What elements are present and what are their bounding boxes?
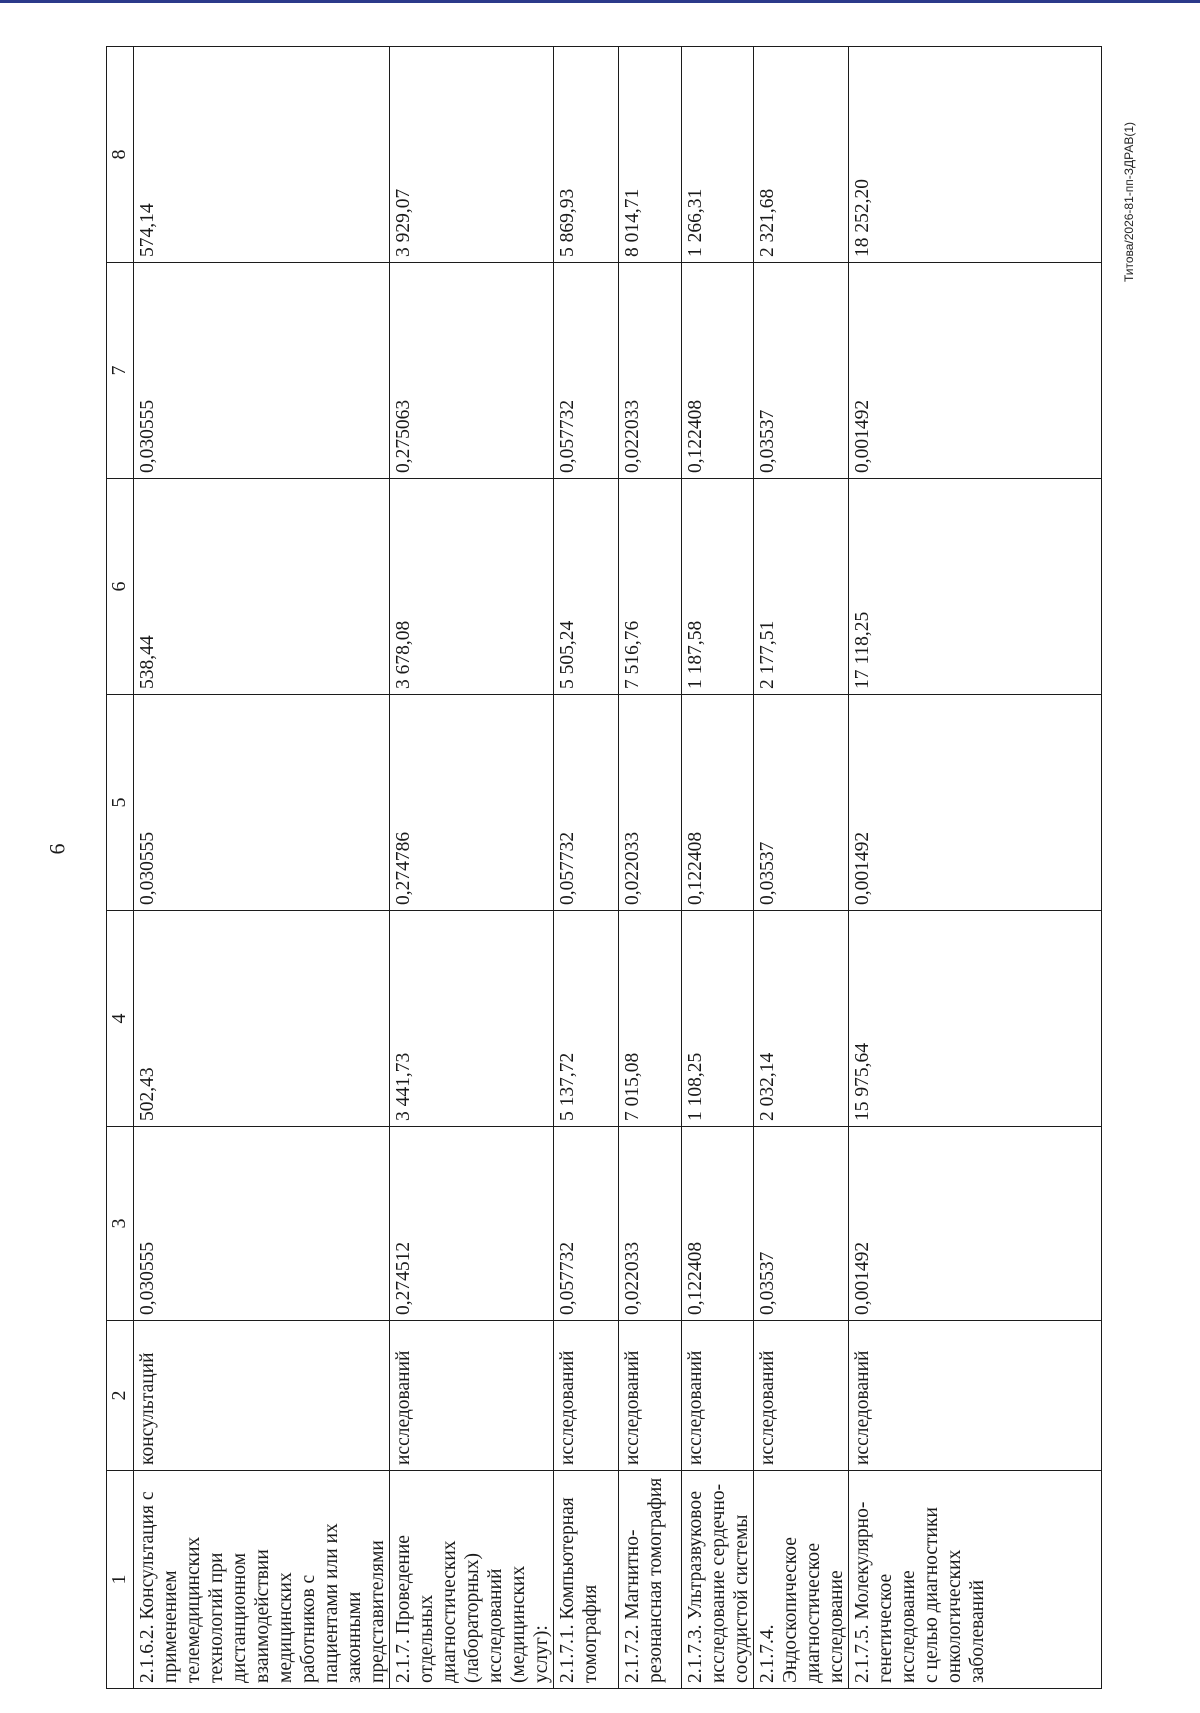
indicator-name-line: услуг):: [531, 1625, 552, 1683]
header-cell: 6: [107, 479, 134, 695]
indicator-name-line: 2.1.7.4. Эндоскопическое: [757, 1537, 801, 1683]
value-cell-c7: 0,022033: [619, 263, 682, 479]
indicator-name-line: 2.1.7.3. Ультразвуковое: [685, 1491, 706, 1683]
value-cell-c7: 0,122408: [682, 263, 754, 479]
page-number: 6: [44, 843, 70, 855]
value-cell-c4: 502,43: [134, 911, 390, 1127]
value-cell-c8: 8 014,71: [619, 47, 682, 263]
table-row: [554, 47, 619, 1689]
rotated-table-frame: [106, 47, 1016, 1689]
indicator-name-line: генетическое исследование: [875, 1570, 919, 1683]
indicator-name-cell: [134, 1471, 390, 1689]
value-cell-c5: 0,030555: [134, 695, 390, 911]
value-cell-c3: 0,03537: [754, 1127, 849, 1321]
value-cell-c5: 0,022033: [619, 695, 682, 911]
indicator-name-line: (лабораторных): [462, 1553, 483, 1683]
indicator-name-line: исследований (медицинских: [485, 1565, 529, 1683]
indicator-name-line: дистанционном: [229, 1552, 250, 1683]
header-cell: 7: [107, 263, 134, 479]
value-cell-c3: 0,122408: [682, 1127, 754, 1321]
indicator-name-line: с целью диагностики: [921, 1507, 942, 1683]
value-cell-c5: 0,122408: [682, 695, 754, 911]
value-cell-c4: 1 108,25: [682, 911, 754, 1127]
value-cell-c6: 2 177,51: [754, 479, 849, 695]
value-cell-c6: 5 505,24: [554, 479, 619, 695]
unit-cell: исследований: [849, 1321, 1102, 1471]
indicator-name-line: заболеваний: [967, 1579, 988, 1683]
indicator-name-line: телемедицинских: [183, 1536, 204, 1683]
value-cell-c7: 0,057732: [554, 263, 619, 479]
value-cell-c5: 0,03537: [754, 695, 849, 911]
value-cell-c4: 15 975,64: [849, 911, 1102, 1127]
table-row: [619, 47, 682, 1689]
table-row: [754, 47, 849, 1689]
indicator-name-cell: [849, 1471, 1102, 1689]
indicator-name-line: технологий при: [206, 1552, 227, 1683]
value-cell-c3: 0,057732: [554, 1127, 619, 1321]
header-cell: 2: [107, 1321, 134, 1471]
indicator-name-line: сосудистой системы: [731, 1514, 752, 1683]
indicator-name-line: пациентами или их: [321, 1523, 342, 1683]
header-cell: 5: [107, 695, 134, 911]
unit-cell: консультаций: [134, 1321, 390, 1471]
unit-cell: исследований: [682, 1321, 754, 1471]
indicator-name-line: законными представителями: [344, 1540, 388, 1683]
table-row: [134, 47, 390, 1689]
value-cell-c3: 0,022033: [619, 1127, 682, 1321]
document-reference: Титова/2026-81-пп-ЗДРАВ(1): [1122, 121, 1136, 283]
value-cell-c6: 3 678,08: [390, 479, 554, 695]
value-cell-c7: 0,030555: [134, 263, 390, 479]
value-cell-c4: 5 137,72: [554, 911, 619, 1127]
table-row: [682, 47, 754, 1689]
indicator-name-line: исследование сердечно-: [708, 1483, 729, 1683]
value-cell-c8: 1 266,31: [682, 47, 754, 263]
indicator-name-cell: [682, 1471, 754, 1689]
table-row: [390, 47, 554, 1689]
unit-cell: исследований: [619, 1321, 682, 1471]
value-cell-c7: 0,001492: [849, 263, 1102, 479]
value-cell-c5: 0,057732: [554, 695, 619, 911]
indicator-name-cell: [554, 1471, 619, 1689]
indicator-name-line: медицинских работников с: [275, 1572, 319, 1683]
indicator-name-line: диагностическое: [803, 1542, 824, 1683]
value-cell-c7: 0,275063: [390, 263, 554, 479]
indicator-name-line: 2.1.7. Проведение: [393, 1535, 414, 1683]
indicator-name-line: 2.1.7.5. Молекулярно-: [852, 1501, 873, 1683]
value-cell-c4: 3 441,73: [390, 911, 554, 1127]
value-cell-c4: 2 032,14: [754, 911, 849, 1127]
indicator-name-line: 2.1.7.1. Компьютерная: [557, 1497, 578, 1683]
indicator-name-line: отдельных диагностических: [416, 1540, 460, 1683]
header-cell: 4: [107, 911, 134, 1127]
value-cell-c3: 0,274512: [390, 1127, 554, 1321]
value-cell-c8: 574,14: [134, 47, 390, 263]
value-cell-c3: 0,001492: [849, 1127, 1102, 1321]
indicator-name-line: исследование: [826, 1570, 847, 1683]
indicator-name-line: томография: [580, 1584, 601, 1683]
indicator-name-line: онкологических: [944, 1549, 965, 1683]
header-cell: 1: [107, 1471, 134, 1689]
value-cell-c6: 17 118,25: [849, 479, 1102, 695]
value-cell-c6: 7 516,76: [619, 479, 682, 695]
unit-cell: исследований: [754, 1321, 849, 1471]
table-body: [107, 47, 1102, 1689]
value-cell-c8: 3 929,07: [390, 47, 554, 263]
indicator-name-line: 2.1.7.2. Магнитно-: [622, 1529, 643, 1683]
indicator-name-cell: [619, 1471, 682, 1689]
unit-cell: исследований: [554, 1321, 619, 1471]
indicator-name-line: применением: [160, 1570, 181, 1683]
header-cell: 8: [107, 47, 134, 263]
indicator-name-line: взаимодействии: [252, 1549, 273, 1683]
value-cell-c5: 0,001492: [849, 695, 1102, 911]
value-cell-c8: 5 869,93: [554, 47, 619, 263]
value-cell-c4: 7 015,08: [619, 911, 682, 1127]
scan-edge-line: [0, 0, 1200, 3]
tariff-table: [106, 46, 1102, 1689]
header-cell: 3: [107, 1127, 134, 1321]
indicator-name-line: 2.1.6.2. Консультация с: [137, 1491, 158, 1683]
value-cell-c8: 2 321,68: [754, 47, 849, 263]
value-cell-c8: 18 252,20: [849, 47, 1102, 263]
indicator-name-cell: [754, 1471, 849, 1689]
table-row: [849, 47, 1102, 1689]
value-cell-c5: 0,274786: [390, 695, 554, 911]
value-cell-c6: 538,44: [134, 479, 390, 695]
table-header-row: [107, 47, 134, 1689]
value-cell-c7: 0,03537: [754, 263, 849, 479]
indicator-name-line: резонансная томография: [645, 1477, 666, 1683]
indicator-name-cell: [390, 1471, 554, 1689]
value-cell-c3: 0,030555: [134, 1127, 390, 1321]
unit-cell: исследований: [390, 1321, 554, 1471]
value-cell-c6: 1 187,58: [682, 479, 754, 695]
